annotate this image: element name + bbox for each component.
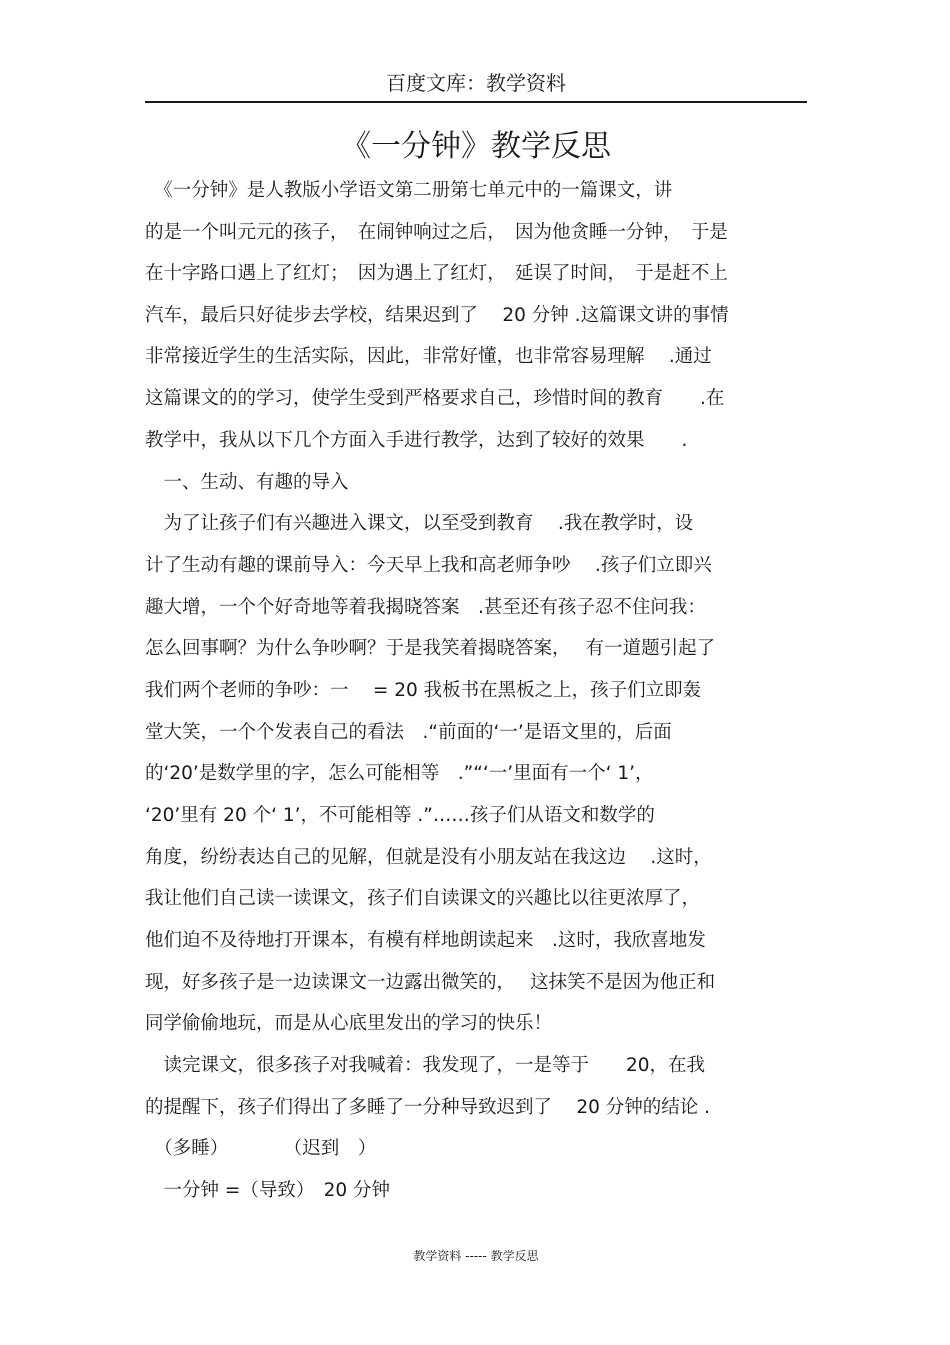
section-heading: 一、生动、有趣的导入 — [145, 472, 349, 493]
body-line: 这篇课文的的学习，使学生受到严格要求自己，珍惜时间的教育 .在 — [145, 388, 725, 409]
header-divider — [145, 101, 807, 103]
body-line: 我让他们自己读一读课文，孩子们自读课文的兴趣比以往更浓厚了， — [145, 888, 701, 909]
body-line: 读完课文，很多孩子对我喊着：我发现了，一是等于 20，在我 — [145, 1055, 706, 1076]
page-footer: 教学资料 ----- 教学反思 — [413, 1249, 539, 1263]
body-line: 现，好多孩子是一边读课文一边露出微笑的， 这抹笑不是因为他正和 — [145, 972, 716, 993]
body-line: 教学中，我从以下几个方面入手进行教学，达到了较好的效果 . — [145, 430, 688, 451]
document-title: 《一分钟》教学反思 — [341, 129, 611, 164]
equation-annotation: （多睡） （迟到 ） — [145, 1138, 377, 1159]
page-header: 百度文库：教学资料 — [386, 71, 566, 95]
body-line: 在十字路口遇上了红灯； 因为遇上了红灯， 延误了时间， 于是赶不上 — [145, 263, 728, 284]
body-line: ‘20’里有 20 个‘ 1’，不可能相等 .”……孩子们从语文和数学的 — [145, 805, 655, 826]
body-line: 为了让孩子们有兴趣进入课文，以至受到教育 .我在教学时，设 — [145, 513, 694, 534]
body-line: 的提醒下，孩子们得出了多睡了一分种导致迟到了 20 分钟的结论 . — [145, 1097, 711, 1118]
body-line: 的‘20’是数学里的字，怎么可能相等 .”“‘一’里面有一个‘ 1’， — [145, 763, 654, 784]
body-line: 怎么回事啊？为什么争吵啊？于是我笑着揭晓答案， 有一道题引起了 — [145, 638, 716, 659]
body-line: 趣大增，一个个好奇地等着我揭晓答案 .甚至还有孩子忍不住问我： — [145, 597, 706, 618]
body-line: 计了生动有趣的课前导入：今天早上我和高老师争吵 .孩子们立即兴 — [145, 555, 712, 576]
body-line: 汽车，最后只好徒步去学校，结果迟到了 20 分钟 .这篇课文讲的事情 — [145, 305, 729, 326]
body-line: 非常接近学生的生活实际，因此，非常好懂，也非常容易理解 .通过 — [145, 346, 712, 367]
body-line: 角度，纷纷表达自己的见解，但就是没有小朋友站在我这边 .这时， — [145, 847, 712, 868]
body-line: 同学偷偷地玩，而是从心底里发出的学习的快乐！ — [145, 1013, 553, 1034]
body-line: 我们两个老师的争吵：一 = 20 我板书在黑板之上，孩子们立即轰 — [145, 680, 702, 701]
equation-line: 一分钟 =（导致） 20 分钟 — [145, 1180, 391, 1201]
body-line: 《一分钟》是人教版小学语文第二册第七单元中的一篇课文，讲 — [145, 180, 673, 201]
body-line: 堂大笑，一个个发表自己的看法 .“前面的‘一’是语文里的，后面 — [145, 722, 672, 743]
body-line: 的是一个叫元元的孩子， 在闹钟响过之后， 因为他贪睡一分钟， 于是 — [145, 222, 728, 243]
body-line: 他们迫不及待地打开课本，有模有样地朗读起来 .这时，我欣喜地发 — [145, 930, 706, 951]
